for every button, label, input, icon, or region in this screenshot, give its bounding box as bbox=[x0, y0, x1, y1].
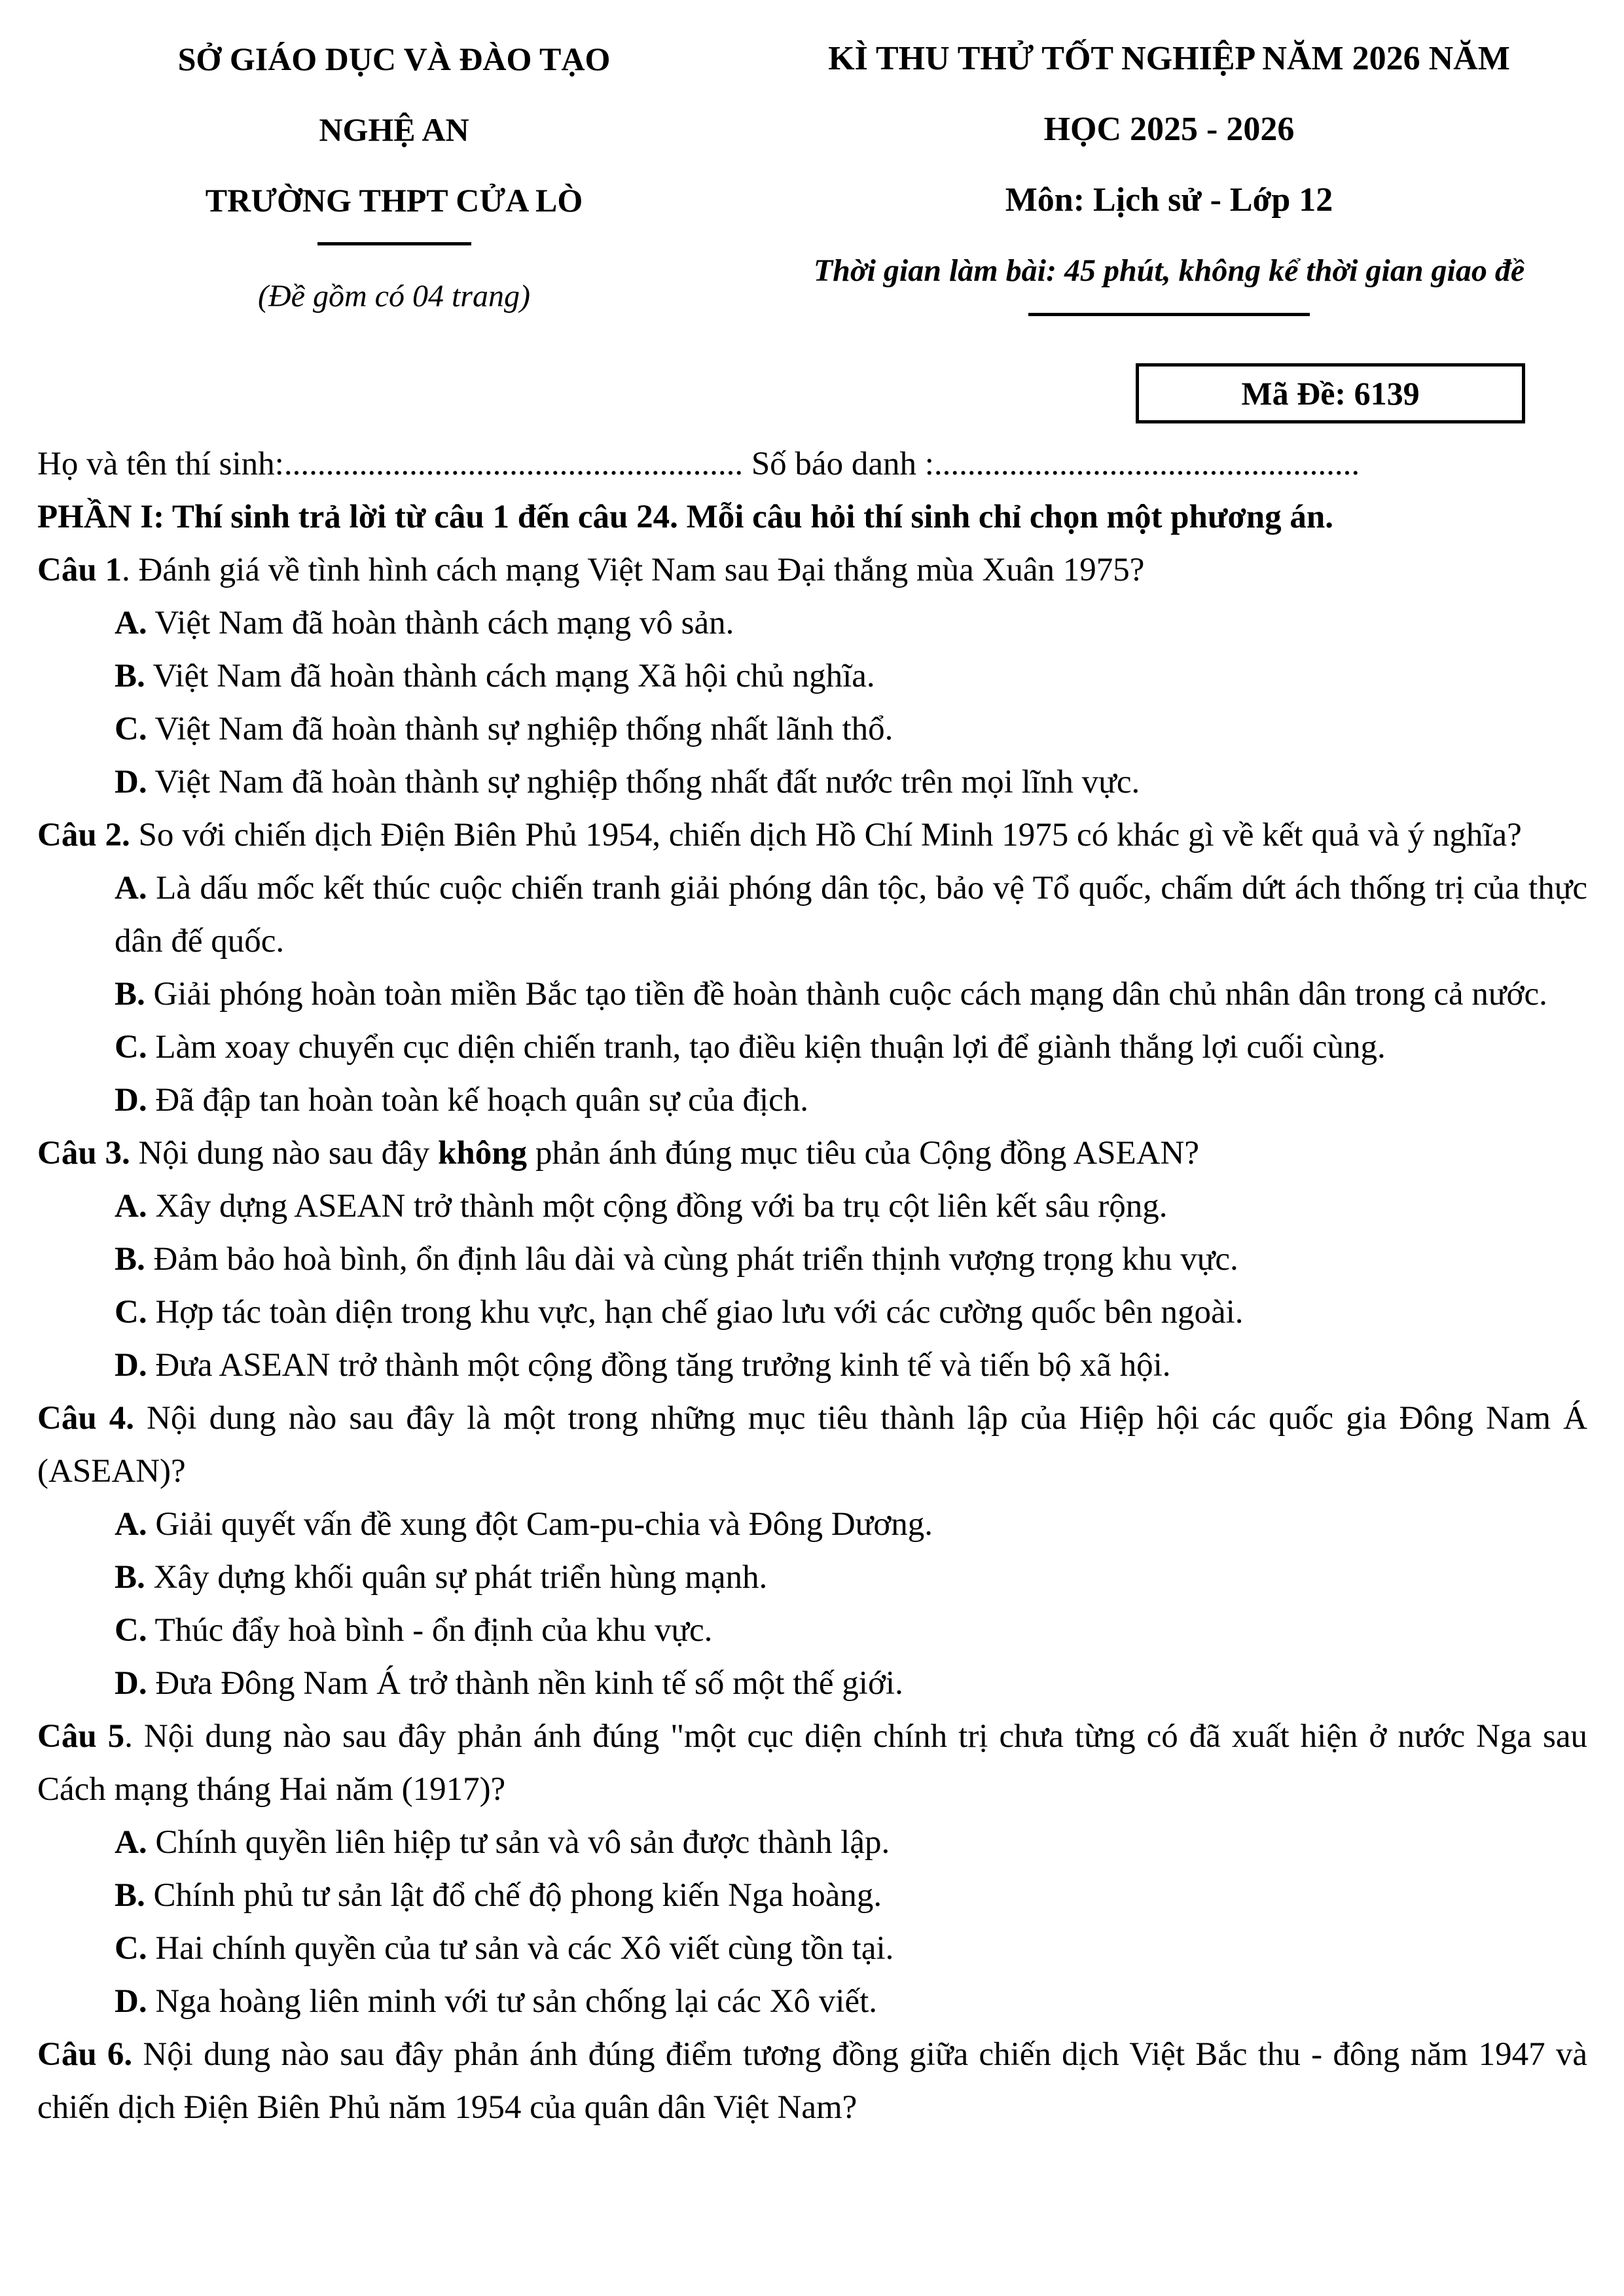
option bbox=[115, 1180, 1587, 1233]
exam-title-line1: KÌ THU THỬ TỐT NGHIỆP NĂM 2026 NĂM bbox=[828, 40, 1510, 77]
header bbox=[37, 24, 1587, 316]
question-1 bbox=[37, 544, 1587, 809]
question-5 bbox=[37, 1710, 1587, 2028]
candidate-name-label: Họ và tên thí sinh: bbox=[37, 446, 284, 482]
question-text: Câu 1. Đánh giá về tình hình cách mạng Việt Nam sau Đại thắng mùa Xuân 1975? bbox=[37, 552, 1145, 588]
option-letter: C. bbox=[115, 711, 147, 747]
option-letter: D. bbox=[115, 1665, 147, 1702]
option bbox=[115, 1021, 1587, 1074]
exam-code-row bbox=[37, 363, 1587, 423]
issuer-department: SỞ GIÁO DỤC VÀ ĐÀO TẠO bbox=[177, 41, 611, 77]
issuer-school: TRƯỜNG THPT CỬA LÒ bbox=[205, 182, 583, 219]
header-divider-right bbox=[1028, 313, 1310, 316]
option-text: Hợp tác toàn diện trong khu vực, hạn chế giao lưu với các cường quốc bên ngoài. bbox=[155, 1294, 1244, 1331]
candidate-id-blank: ................................................... bbox=[933, 446, 1360, 482]
option-text: Đưa ASEAN trở thành một cộng đồng tăng trưởng kinh tế và tiến bộ xã hội. bbox=[155, 1347, 1171, 1384]
option-text: Đưa Đông Nam Á trở thành nền kinh tế số một thế giới. bbox=[155, 1665, 903, 1702]
option bbox=[115, 650, 1587, 703]
content bbox=[37, 438, 1587, 2134]
candidate-row bbox=[37, 438, 1587, 491]
option-letter: C. bbox=[115, 1029, 147, 1066]
question-4 bbox=[37, 1392, 1587, 1710]
option-text: Chính phủ tư sản lật đổ chế độ phong kiến Nga hoàng. bbox=[153, 1877, 882, 1914]
option-text: Giải quyết vấn đề xung đột Cam-pu-chia và Đông Dương. bbox=[155, 1506, 933, 1543]
option bbox=[115, 862, 1587, 968]
header-right bbox=[751, 24, 1587, 316]
option-text: Việt Nam đã hoàn thành sự nghiệp thống nhất lãnh thổ. bbox=[154, 711, 893, 747]
header-divider-left bbox=[317, 242, 471, 245]
question-3 bbox=[37, 1127, 1587, 1392]
option bbox=[115, 1286, 1587, 1339]
option-text: Thúc đẩy hoà bình - ổn định của khu vực. bbox=[154, 1612, 713, 1649]
question-label: Câu 1 bbox=[37, 552, 122, 588]
option-text: Làm xoay chuyển cục diện chiến tranh, tạo điều kiện thuận lợi để giành thắng lợi cuối cùng. bbox=[155, 1029, 1386, 1066]
option bbox=[115, 1233, 1587, 1286]
exam-code-label: Mã Đề: 6139 bbox=[1241, 375, 1420, 412]
page-count-note: (Đề gồm có 04 trang) bbox=[258, 279, 530, 314]
option-letter: D. bbox=[115, 1983, 147, 2020]
option-letter: B. bbox=[115, 976, 145, 1013]
question-label: Câu 3. bbox=[37, 1135, 130, 1172]
question-label: Câu 5 bbox=[37, 1718, 125, 1755]
option-letter: B. bbox=[115, 1559, 145, 1596]
question-text: Câu 3. Nội dung nào sau đây không phản ánh đúng mục tiêu của Cộng đồng ASEAN? bbox=[37, 1135, 1199, 1172]
option-letter: B. bbox=[115, 1877, 145, 1914]
option-letter: A. bbox=[115, 605, 147, 641]
option-letter: A. bbox=[115, 1824, 147, 1861]
option bbox=[115, 756, 1587, 809]
exam-code-box bbox=[1136, 363, 1525, 423]
question-label: Câu 4. bbox=[37, 1400, 134, 1437]
question-text: Câu 4. Nội dung nào sau đây là một trong những mục tiêu thành lập của Hiệp hội các quốc gia Đông Nam Á (ASEAN)? bbox=[37, 1400, 1587, 1490]
option-letter: A. bbox=[115, 870, 147, 906]
option bbox=[115, 1498, 1587, 1551]
option-text: Giải phóng hoàn toàn miền Bắc tạo tiền đề hoàn thành cuộc cách mạng dân chủ nhân dân trong cả nước. bbox=[153, 976, 1547, 1013]
option-letter: C. bbox=[115, 1612, 147, 1649]
option bbox=[115, 1816, 1587, 1869]
option-letter: C. bbox=[115, 1294, 147, 1331]
option-text: Chính quyền liên hiệp tư sản và vô sản được thành lập. bbox=[155, 1824, 890, 1861]
option-letter: D. bbox=[115, 764, 147, 800]
option-text: Đã đập tan hoàn toàn kế hoạch quân sự của địch. bbox=[155, 1082, 809, 1119]
option-text: Là dấu mốc kết thúc cuộc chiến tranh giải phóng dân tộc, bảo vệ Tổ quốc, chấm dứt ách thống trị của thực dân đế quốc. bbox=[115, 870, 1588, 960]
option-letter: D. bbox=[115, 1082, 147, 1119]
option bbox=[115, 1551, 1587, 1604]
option-letter: B. bbox=[115, 1241, 145, 1278]
question-text: Câu 6. Nội dung nào sau đây phản ánh đúng điểm tương đồng giữa chiến dịch Việt Bắc thu - đông năm 1947 và chiến dịch Điện Biên Phủ năm 1954 của quân dân Việt Nam? bbox=[37, 2036, 1587, 2126]
header-left bbox=[37, 24, 751, 316]
exam-subject: Môn: Lịch sử - Lớp 12 bbox=[1005, 181, 1333, 219]
option-text: Xây dựng khối quân sự phát triển hùng mạnh. bbox=[153, 1559, 768, 1596]
candidate-name-blank: ....................................................... bbox=[283, 446, 744, 482]
exam-title-line2: HỌC 2025 - 2026 bbox=[1043, 111, 1295, 148]
option-letter: C. bbox=[115, 1930, 147, 1967]
option-text: Xây dựng ASEAN trở thành một cộng đồng với ba trụ cột liên kết sâu rộng. bbox=[155, 1188, 1168, 1225]
option bbox=[115, 968, 1587, 1021]
option bbox=[115, 1074, 1587, 1127]
question-text: Câu 5. Nội dung nào sau đây phản ánh đúng "một cục diện chính trị chưa từng có đã xuất hiện ở nước Nga sau Cách mạng tháng Hai năm (1917)? bbox=[37, 1718, 1587, 1808]
option-letter: D. bbox=[115, 1347, 147, 1384]
option-text: Việt Nam đã hoàn thành sự nghiệp thống nhất đất nước trên mọi lĩnh vực. bbox=[154, 764, 1140, 800]
option bbox=[115, 1975, 1587, 2028]
option bbox=[115, 1869, 1587, 1922]
option-text: Việt Nam đã hoàn thành cách mạng vô sản. bbox=[154, 605, 734, 641]
option bbox=[115, 1657, 1587, 1710]
option-text: Đảm bảo hoà bình, ổn định lâu dài và cùng phát triển thịnh vượng trọng khu vực. bbox=[153, 1241, 1238, 1278]
question-6 bbox=[37, 2028, 1587, 2134]
option bbox=[115, 1604, 1587, 1657]
question-label: Câu 2. bbox=[37, 817, 130, 853]
option bbox=[115, 703, 1587, 756]
option-letter: A. bbox=[115, 1188, 147, 1225]
option bbox=[115, 1339, 1587, 1392]
question-label: Câu 6. bbox=[37, 2036, 133, 2073]
part1-heading: PHẦN I: Thí sinh trả lời từ câu 1 đến câu 24. Mỗi câu hỏi thí sinh chỉ chọn một phương án. bbox=[37, 499, 1333, 535]
option bbox=[115, 1922, 1587, 1975]
option-text: Hai chính quyền của tư sản và các Xô viết cùng tồn tại. bbox=[155, 1930, 894, 1967]
exam-duration: Thời gian làm bài: 45 phút, không kể thời gian giao đề bbox=[813, 253, 1525, 288]
question-text: Câu 2. So với chiến dịch Điện Biên Phủ 1954, chiến dịch Hồ Chí Minh 1975 có khác gì về kết quả và ý nghĩa? bbox=[37, 817, 1522, 853]
option bbox=[115, 597, 1587, 650]
question-2 bbox=[37, 809, 1587, 1127]
issuer-province: NGHỆ AN bbox=[319, 111, 469, 148]
candidate-id-label: Số báo danh : bbox=[743, 446, 934, 482]
option-letter: B. bbox=[115, 658, 145, 694]
option-text: Nga hoàng liên minh với tư sản chống lại các Xô viết. bbox=[155, 1983, 878, 2020]
option-text: Việt Nam đã hoàn thành cách mạng Xã hội chủ nghĩa. bbox=[153, 658, 875, 694]
option-letter: A. bbox=[115, 1506, 147, 1543]
